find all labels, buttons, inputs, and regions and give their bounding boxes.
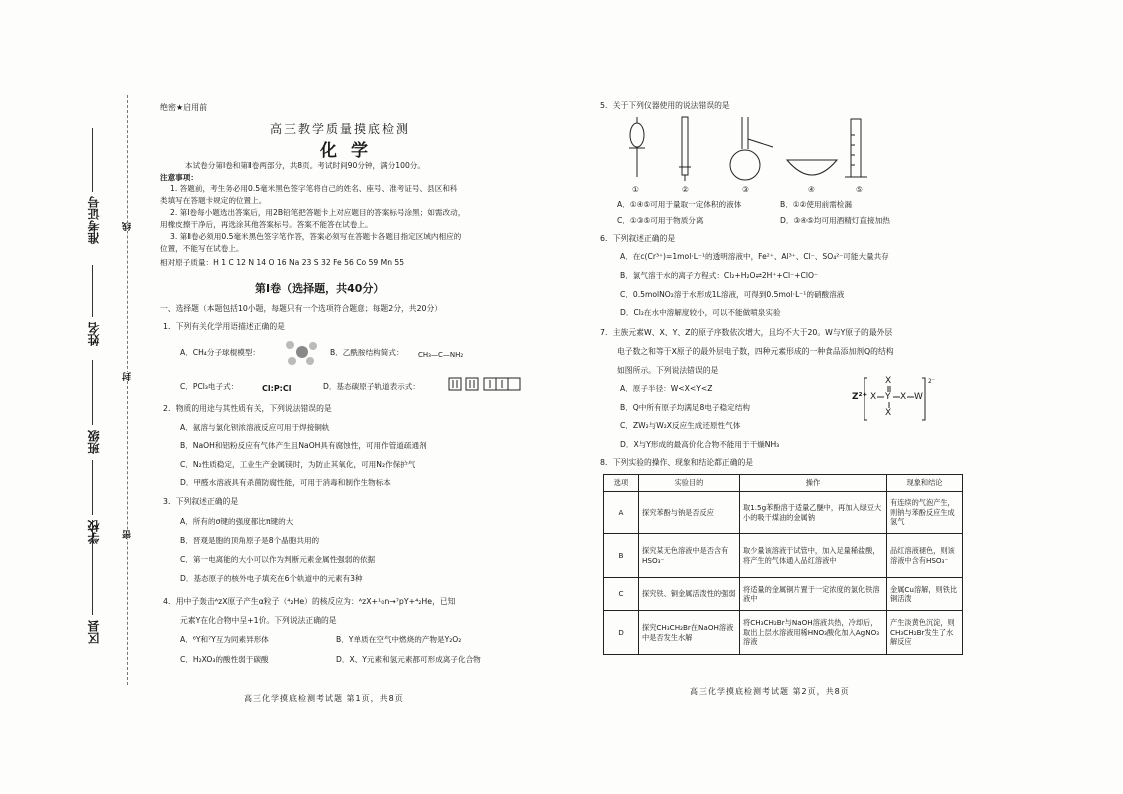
q1-option-d: D．基态碳原子轨道表示式： xyxy=(323,382,420,391)
q5-option-b: B．①②使用前需检漏 xyxy=(780,200,852,209)
apparatus-label: ④ xyxy=(808,185,815,194)
field-name-underline xyxy=(92,265,93,317)
apparatus-label: ③ xyxy=(742,185,749,194)
q4-option-b: B．Y单质在空气中燃烧的产物是Y₂O₂ xyxy=(336,635,462,644)
table-header: 实验目的 xyxy=(639,475,740,492)
table-header: 现象和结论 xyxy=(887,475,963,492)
structure-z: Z²⁺ xyxy=(852,392,868,402)
q1-option-a: A．CH₄分子球棍模型： xyxy=(180,348,261,357)
table-header: 操作 xyxy=(740,475,887,492)
q1-acetamide-formula: CH₃—C—NH₂ xyxy=(418,351,464,359)
q6-option-c: C．0.5molNO₂溶于水形成1L溶液，可得到0.5mol·L⁻¹的硝酸溶液 xyxy=(620,290,845,299)
note-line: 位置，不能写在试卷上。 xyxy=(160,244,244,253)
q2-option-b: B．NaOH和铝粉反应有气体产生且NaOH具有腐蚀性，可用作管道疏通剂 xyxy=(180,441,427,450)
atomic-masses: 相对原子质量：H 1 C 12 N 14 O 16 Na 23 S 32 Fe 56 Co 59 Mn 55 xyxy=(160,258,405,267)
table-cell: 将适量的金属铜片置于一定浓度的氯化铁溶液中 xyxy=(740,578,887,611)
q6-stem: 6．下列叙述正确的是 xyxy=(600,234,676,243)
note-line: 2. 第Ⅰ卷每小题选出答案后，用2B铅笔把答题卡上对应题目的答案标号涂黑；如需改动， xyxy=(170,208,466,217)
section1-instruction: 一、选择题（本题包括10小题，每题只有一个选项符合题意；每题2分，共20分） xyxy=(160,304,443,313)
q1-pcl3-formula: Cl:P:Cl xyxy=(262,384,292,393)
q3-stem: 3．下列叙述正确的是 xyxy=(163,497,239,506)
q7-stem-line3: 如图所示。下列说法错误的是 xyxy=(617,366,719,375)
structure-charge: 2⁻ xyxy=(928,378,935,385)
q7-stem: 7．主族元素W、X、Y、Z的原子序数依次增大，且均不大于20。W与Y原子的最外层 xyxy=(600,328,893,337)
q5-stem: 5．关于下列仪器使用的说法错误的是 xyxy=(600,101,730,110)
subject-title: 化学 xyxy=(320,141,382,161)
secret-label: 绝密★启用前 xyxy=(160,103,208,112)
ch4-ball-model-icon xyxy=(282,338,322,366)
section1-title: 第Ⅰ卷（选择题，共40分） xyxy=(255,282,385,295)
burette-icon xyxy=(679,117,691,181)
q3-option-c: C．第一电离能的大小可以作为判断元素金属性强弱的依据 xyxy=(180,555,376,564)
structure-x-right: X xyxy=(900,392,907,402)
cut-mark-feng: 封 xyxy=(123,372,133,381)
table-cell: 品红溶液褪色，则该溶液中含有HSO₃⁻ xyxy=(887,534,963,578)
table-cell: 将CH₃CH₂Br与NaOH溶液共热，冷却后，取出上层水溶液用稀HNO₃酸化加入AgNO₃溶液 xyxy=(740,611,887,655)
field-exam-number: 准考证号 xyxy=(87,196,101,244)
q3-option-a: A．所有的σ键的强度都比π键的大 xyxy=(180,517,294,526)
field-class-underline xyxy=(92,360,93,425)
q5-option-a: A．①④⑤可用于量取一定体积的液体 xyxy=(617,200,742,209)
q6-option-d: D．Cl₂在水中溶解度较小，可以不能做喷泉实验 xyxy=(620,308,781,317)
table-cell: 探究CH₃CH₂Br在NaOH溶液中是否发生水解 xyxy=(639,611,740,655)
table-cell: B xyxy=(604,534,639,578)
apparatus-label: ⑤ xyxy=(856,185,863,194)
apparatus-label: ① xyxy=(632,185,639,194)
distillation-flask-icon xyxy=(730,117,773,180)
q7-option-c: C．ZW₂与W₂X反应生成还原性气体 xyxy=(620,421,741,430)
table-row xyxy=(604,578,963,611)
q6-option-b: B．氯气溶于水的离子方程式：Cl₂+H₂O⇌2H⁺+Cl⁻+ClO⁻ xyxy=(620,271,818,280)
q5-option-c: C．①③⑤可用于物质分离 xyxy=(617,216,704,225)
q4-option-a: A．⁶Y和⁷Y互为同素异形体 xyxy=(180,635,269,644)
structure-y: Y xyxy=(885,392,891,402)
q1-stem: 1．下列有关化学用语描述正确的是 xyxy=(163,322,285,331)
table-cell: C xyxy=(604,578,639,611)
q2-option-a: A．氨溶与氯化钡浓溶液反应可用于焊接铜轨 xyxy=(180,423,330,432)
note-line: 类填写在答题卡规定的位置上。 xyxy=(160,196,267,205)
field-school: 学校 xyxy=(87,520,101,544)
graduated-cylinder-icon xyxy=(845,119,867,177)
apparatus-label: ② xyxy=(682,185,689,194)
table-row xyxy=(604,492,963,534)
table-header: 选项 xyxy=(604,475,639,492)
evaporating-dish-icon xyxy=(787,160,837,175)
table-cell: 金属Cu溶解，则铁比铜活泼 xyxy=(887,578,963,611)
binding-cut-line xyxy=(127,95,128,685)
q6-option-a: A．在c(Cr³⁺)=1mol·L⁻¹的透明溶液中，Fe²⁺、Al³⁺、Cl⁻、SO₄²⁻可能大量共存 xyxy=(620,252,889,261)
structure-bonds-icon xyxy=(864,376,928,422)
table-cell: 取少量该溶液于试管中，加入足量稀盐酸，将产生的气体通入品红溶液中 xyxy=(740,534,887,578)
q7-structure xyxy=(852,376,936,436)
note-line: 用橡皮擦干净后，再选涂其他答案标号。答案不能答在试卷上。 xyxy=(160,220,373,229)
table-cell: 探究某无色溶液中是否含有HSO₃⁻ xyxy=(639,534,740,578)
orbital-diagram-icon xyxy=(448,376,528,394)
q1-option-c: C．PCl₃电子式： xyxy=(180,382,239,391)
lab-apparatus-figure xyxy=(615,115,890,190)
q8-experiment-table xyxy=(603,474,963,655)
q3-option-b: B．晋观是胞的顶角原子是8个晶胞共用的 xyxy=(180,536,320,545)
structure-x-left: X xyxy=(870,392,877,402)
note-line: 3. 第Ⅱ卷必须用0.5毫米黑色签字笔作答，答案必须写在答题卡各题目指定区域内相应的 xyxy=(170,232,462,241)
q7-option-a: A．原子半径：W<X<Y<Z xyxy=(620,384,713,393)
q7-option-d: D．X与Y形成的最高价化合物不能用于干燥NH₃ xyxy=(620,440,780,449)
table-header-row xyxy=(604,475,963,492)
separatory-funnel-icon xyxy=(629,117,645,177)
q2-stem: 2．物质的用途与其性质有关，下列说法错误的是 xyxy=(163,404,332,413)
structure-x-bottom: X xyxy=(885,408,892,418)
structure-w: W xyxy=(914,392,923,402)
field-school-underline xyxy=(92,460,93,515)
exam-title: 高三教学质量摸底检测 xyxy=(270,122,411,136)
q4-stem: 4．用中子轰击ᴬzX原子产生α粒子（⁴₂He）的核反应为：ᴬzX+¹₀n→⁷pY+⁴₂He，已知 xyxy=(163,597,456,606)
q7-option-b: B．Q中所有原子均满足8电子稳定结构 xyxy=(620,403,750,412)
field-class: 班级 xyxy=(87,430,101,454)
q4-option-c: C．H₂XO₃的酸性弱于碳酸 xyxy=(180,655,269,664)
table-cell: 取1.5g苯酚溶于适量乙醚中，再加入绿豆大小的吸干煤油的金属钠 xyxy=(740,492,887,534)
field-exam-number-underline xyxy=(92,128,93,192)
cut-mark-xian: 线 xyxy=(123,222,133,231)
table-row xyxy=(604,534,963,578)
table-row xyxy=(604,611,963,655)
field-name: 姓名 xyxy=(87,322,101,346)
q1-option-b: B．乙酰胺结构简式： xyxy=(330,348,404,357)
table-cell: D xyxy=(604,611,639,655)
table-cell: 有连续的气泡产生，则钠与苯酚反应生成氢气 xyxy=(887,492,963,534)
q4-option-d: D．X、Y元素和氢元素都可形成离子化合物 xyxy=(336,655,481,664)
notes-title: 注意事项： xyxy=(160,173,198,182)
field-district: 区县 xyxy=(87,620,101,644)
q7-stem-line2: 电子数之和等于X原子的最外层电子数，四种元素形成的一种食品添加剂Q的结构 xyxy=(617,347,894,356)
q2-option-c: C．N₂性质稳定，工业生产金属镁时，为防止其氧化，可用N₂作保护气 xyxy=(180,460,416,469)
table-cell: 产生淡黄色沉淀，则CH₃CH₂Br发生了水解反应 xyxy=(887,611,963,655)
table-cell: 探究苯酚与钠是否反应 xyxy=(639,492,740,534)
footer-left: 高三化学摸底检测考试题 第1页，共8页 xyxy=(244,694,404,703)
q8-stem: 8．下列实验的操作、现象和结论都正确的是 xyxy=(600,458,754,467)
note-line: 1. 答题前，考生务必用0.5毫米黑色签字笔将自己的姓名、座号、准考证号、县区和科 xyxy=(170,184,458,193)
exam-intro: 本试卷分第Ⅰ卷和第Ⅱ卷两部分，共8页。考试时间90分钟，满分100分。 xyxy=(185,161,425,170)
q4-stem-line2: 元素Y在化合物中呈+1价。下列说法正确的是 xyxy=(180,616,337,625)
cut-mark-mi: 密 xyxy=(123,530,133,539)
table-cell: A xyxy=(604,492,639,534)
table-cell: 探究铁、铜金属活泼性的强弱 xyxy=(639,578,740,611)
q2-option-d: D．甲醛水溶液具有杀菌防腐性能，可用于消毒和制作生物标本 xyxy=(180,478,391,487)
footer-right: 高三化学摸底检测考试题 第2页，共8页 xyxy=(690,687,850,696)
q3-option-d: D．基态原子的核外电子填充在6个轨道中的元素有3种 xyxy=(180,574,363,583)
structure-x-top: X xyxy=(885,376,892,386)
q5-option-d: D．③④⑤均可用酒精灯直接加热 xyxy=(780,216,890,225)
